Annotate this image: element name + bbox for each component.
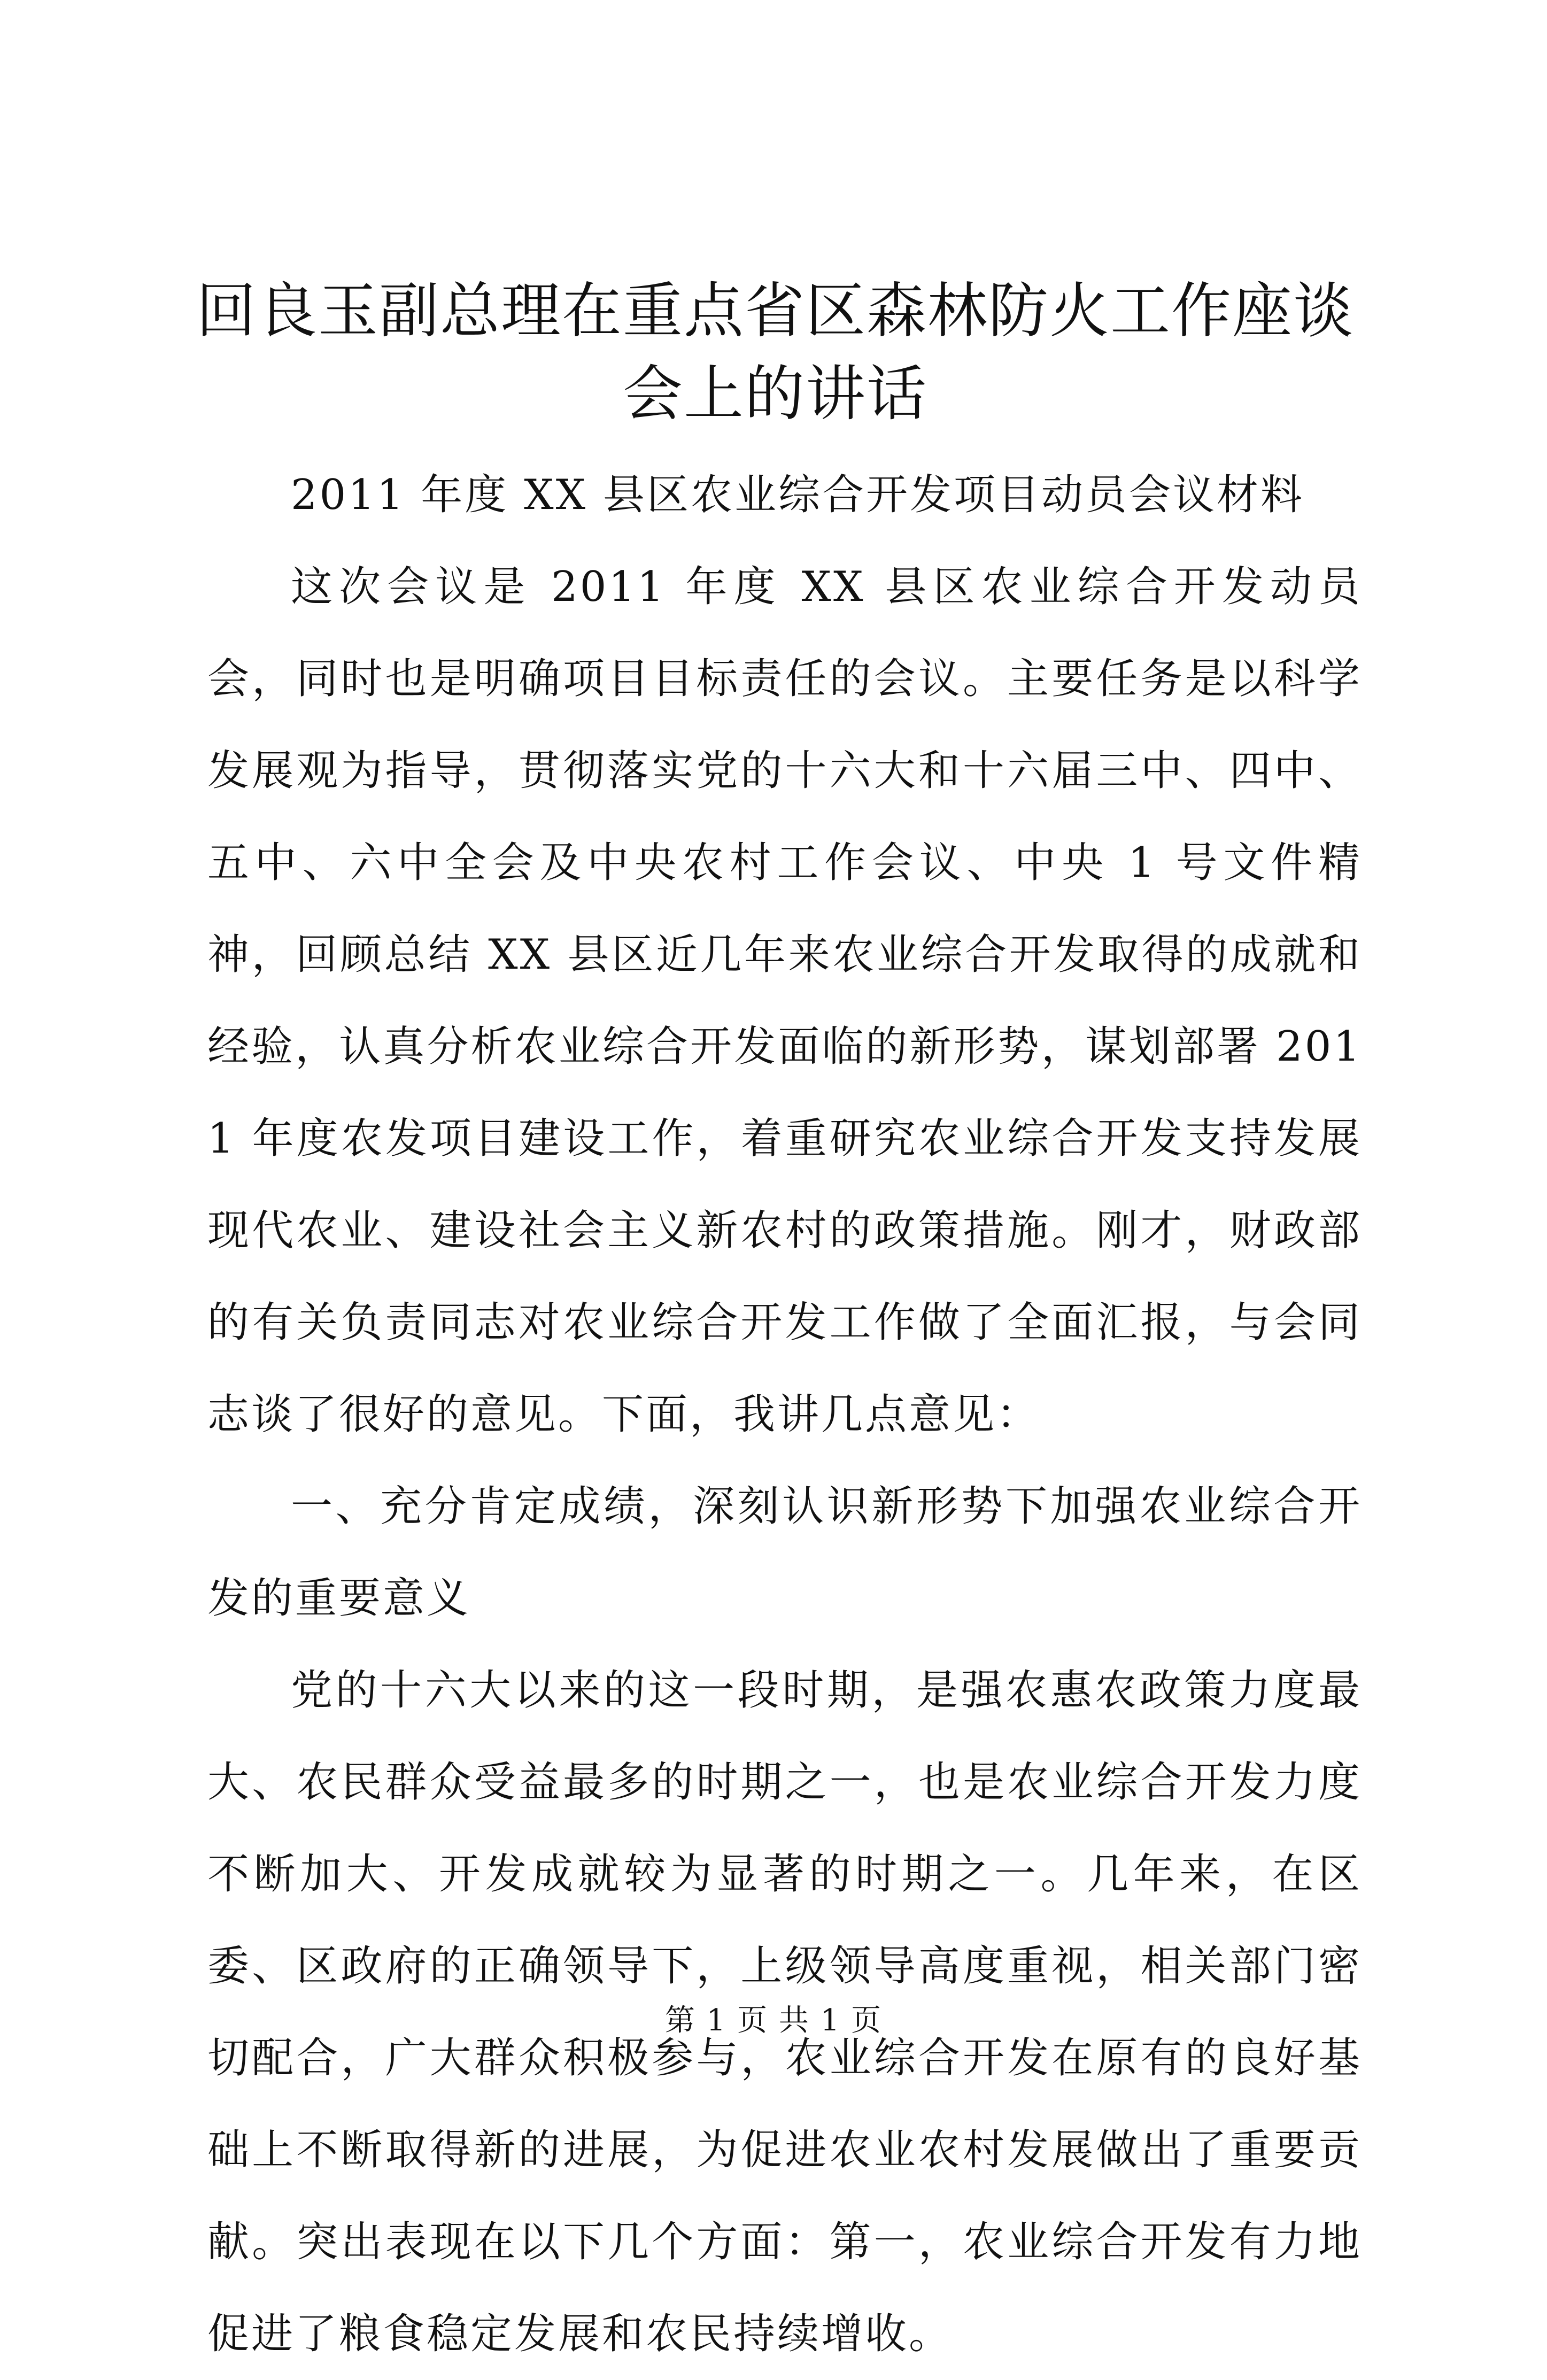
document-title: 回良玉副总理在重点省区森林防火工作座谈会上的讲话 xyxy=(196,276,1354,429)
document-body xyxy=(207,449,1362,2380)
paragraph-opening: 这次会议是 2011 年度 XX 县区农业综合开发动员会，同时也是明确项目目标责任的会议。主要任务是以科学发展观为指导，贯彻落实党的十六大和十六届三中、四中、五中、六中全会及中央农村工作会议、中央 1 号文件精神，回顾总结 XX 县区近几年来农业综合开发取得的成就和经验，认真分析农业综合开发面临的新形势，谋划部署 2011 年度农发项目建设工作，着重研究农业综合开发支持发展现代农业、建设社会主义新农村的政策措施。刚才，财政部的有关负责同志对农业综合开发工作做了全面汇报，与会同志谈了很好的意见。下面，我讲几点意见： xyxy=(207,563,1362,1439)
page-number-footer: 第 1 页 共 1 页 xyxy=(664,2003,883,2038)
section-heading-one: 一、充分肯定成绩，深刻认识新形势下加强农业综合开发的重要意义 xyxy=(207,1482,1362,1622)
document-subtitle: 2011 年度 XX 县区农业综合开发项目动员会议材料 xyxy=(291,471,1304,519)
paragraph-achievements: 党的十六大以来的这一段时期，是强农惠农政策力度最大、农民群众受益最多的时期之一，也是农业综合开发力度不断加大、开发成就较为显著的时期之一。几年来，在区委、区政府的正确领导下，上级领导高度重视，相关部门密切配合，广大群众积极参与，农业综合开发在原有的良好基础上不断取得新的进展，为促进农业农村发展做出了重要贡献。突出表现在以下几个方面：第一，农业综合开发有力地促进了粮食稳定发展和农民持续增收。 xyxy=(207,1666,1362,2358)
